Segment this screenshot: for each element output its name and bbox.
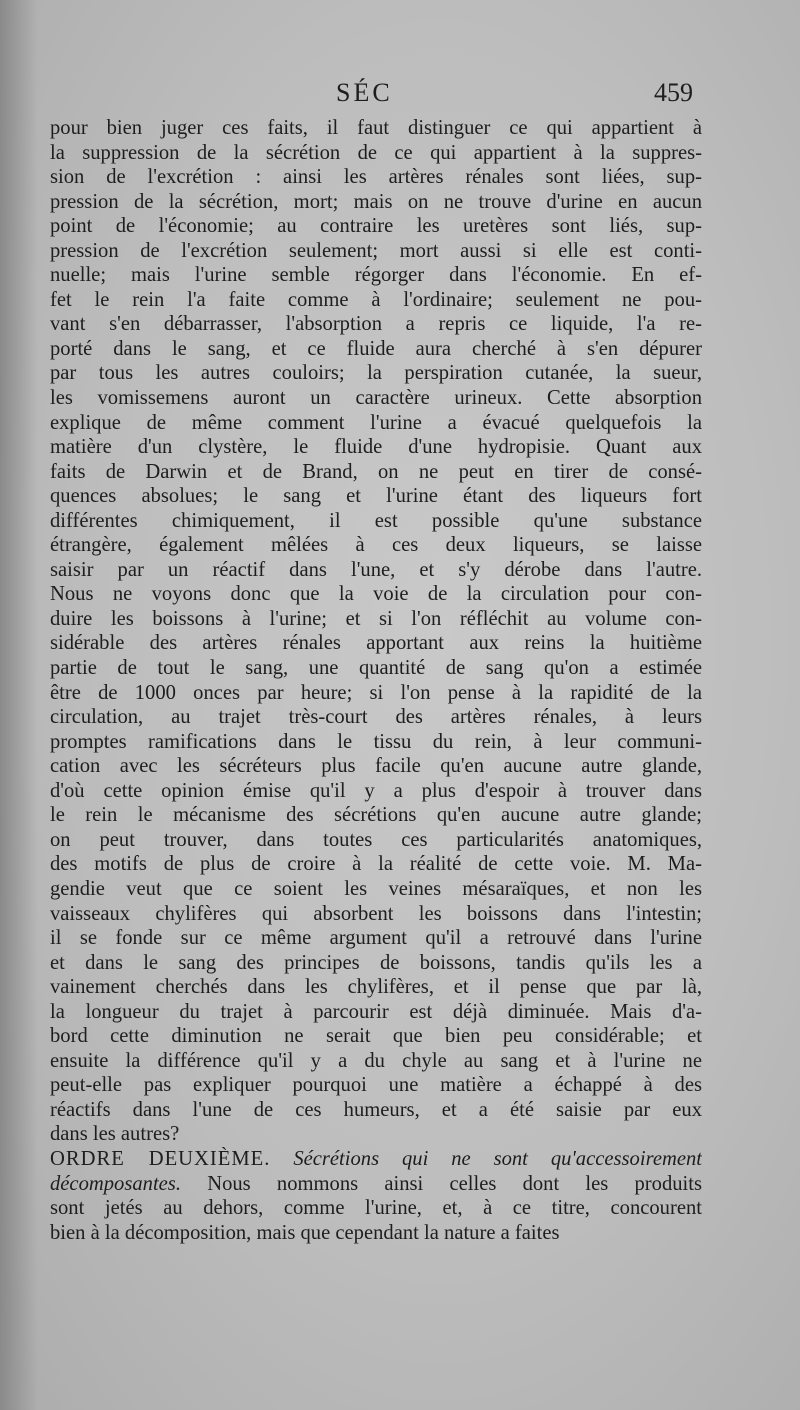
text-line: par tous les autres couloirs; la perspiration cutanée, la sueur, [50, 362, 702, 385]
text-line: matière d'un clystère, le fluide d'une hydropisie. Quant aux [50, 436, 702, 459]
text-line: circulation, au trajet très-court des artères rénales, à leurs [50, 706, 702, 729]
text-line: réactifs dans l'une de ces humeurs, et a été saisie par eux [50, 1098, 702, 1121]
text-line: pour bien juger ces faits, il faut distinguer ce qui appartient à [50, 117, 702, 139]
text-line: saisir par un réactif dans l'une, et s'y dérobe dans l'autre. [50, 558, 702, 581]
text-line: la longueur du trajet à parcourir est déjà diminuée. Mais d'a- [50, 1000, 702, 1023]
text-line: nuelle; mais l'urine semble régorger dans l'économie. En ef- [50, 264, 702, 287]
text-line: Nous ne voyons donc que la voie de la circulation pour con- [50, 583, 702, 606]
text-line: la suppression de la sécrétion de ce qui appartient à la suppres- [50, 141, 702, 164]
text-line: quences absolues; le sang et l'urine étant des liqueurs fort [50, 485, 702, 508]
text-line: duire les boissons à l'urine; et si l'on réfléchit au volume con- [50, 607, 702, 630]
section-order-label: ORDRE DEUXIÈME. [50, 1147, 271, 1170]
running-head [0, 78, 800, 114]
text-line: et dans le sang des principes de boissons, tandis qu'ils les a [50, 951, 702, 974]
section-text: Nous nommons ainsi celles dont les produits [207, 1172, 702, 1195]
text-line: être de 1000 onces par heure; si l'on pense à la rapidité de la [50, 681, 702, 704]
page-number: 459 [654, 78, 693, 107]
text-line: pression de la sécrétion, mort; mais on ne trouve d'urine en aucun [50, 190, 702, 213]
text-line: point de l'économie; au contraire les uretères sont liés, sup- [50, 215, 702, 238]
text-line: peut-elle pas expliquer pourquoi une matière a échappé à des [50, 1074, 702, 1097]
text-line: promptes ramifications dans le tissu du rein, à leur communi- [50, 730, 702, 753]
text-line: d'où cette opinion émise qu'il y a plus d'espoir à trouver dans [50, 779, 702, 802]
text-line [50, 1172, 702, 1197]
text-line: vaisseaux chylifères qui absorbent les boissons dans l'intestin; [50, 902, 702, 925]
text-line: explique de même comment l'urine a évacué quelquefois la [50, 411, 702, 434]
text-line: on peut trouver, dans toutes ces particularités anatomiques, [50, 828, 702, 851]
gutter-shadow [0, 0, 38, 1410]
text-line: partie de tout le sang, une quantité de sang qu'on a estimée [50, 657, 702, 680]
text-line: fet le rein l'a faite comme à l'ordinaire; seulement ne pou- [50, 288, 702, 311]
body-text [50, 116, 702, 1245]
text-line: les vomissemens auront un caractère urineux. Cette absorption [50, 387, 702, 410]
text-line: différentes chimiquement, il est possible qu'une substance [50, 509, 702, 532]
text-line: ensuite la différence qu'il y a du chyle au sang et à l'urine ne [50, 1049, 702, 1072]
text-line: sion de l'excrétion : ainsi les artères rénales sont liées, sup- [50, 166, 702, 189]
text-line: il se fonde sur ce même argument qu'il a retrouvé dans l'urine [50, 927, 702, 950]
section-title-continued: décomposantes. [50, 1172, 181, 1195]
text-line: cation avec les sécréteurs plus facile qu'en aucune autre glande, [50, 755, 702, 778]
text-line: faits de Darwin et de Brand, on ne peut en tirer de consé- [50, 460, 702, 483]
text-line: vant s'en débarrasser, l'absorption a repris ce liquide, l'a re- [50, 313, 702, 336]
text-line: pression de l'excrétion seulement; mort aussi si elle est conti- [50, 239, 702, 262]
text-line: des motifs de plus de croire à la réalité de cette voie. M. Ma- [50, 853, 702, 876]
text-line: étrangère, également mêlées à ces deux liqueurs, se laisse [50, 534, 702, 557]
text-line: vainement cherchés dans les chylifères, et il pense que par là, [50, 976, 702, 999]
text-line: le rein le mécanisme des sécrétions qu'en aucune autre glande; [50, 804, 702, 827]
text-line: sidérable des artères rénales apportant aux reins la huitième [50, 632, 702, 655]
text-line: sont jetés au dehors, comme l'urine, et, à ce titre, concourent [50, 1197, 702, 1220]
text-line: bord cette diminution ne serait que bien peu considérable; et [50, 1025, 702, 1048]
text-line: gendie veut que ce soient les veines mésaraïques, et non les [50, 877, 702, 900]
text-line: porté dans le sang, et ce fluide aura cherché à s'en dépurer [50, 337, 702, 360]
text-line: dans les autres? [50, 1123, 180, 1146]
section-title: Sécrétions qui ne sont qu'accessoirement [293, 1147, 702, 1170]
text-line: bien à la décomposition, mais que cependant la nature a faites [50, 1221, 560, 1244]
running-head-title: SÉC [336, 78, 393, 107]
section-heading [50, 1147, 702, 1172]
